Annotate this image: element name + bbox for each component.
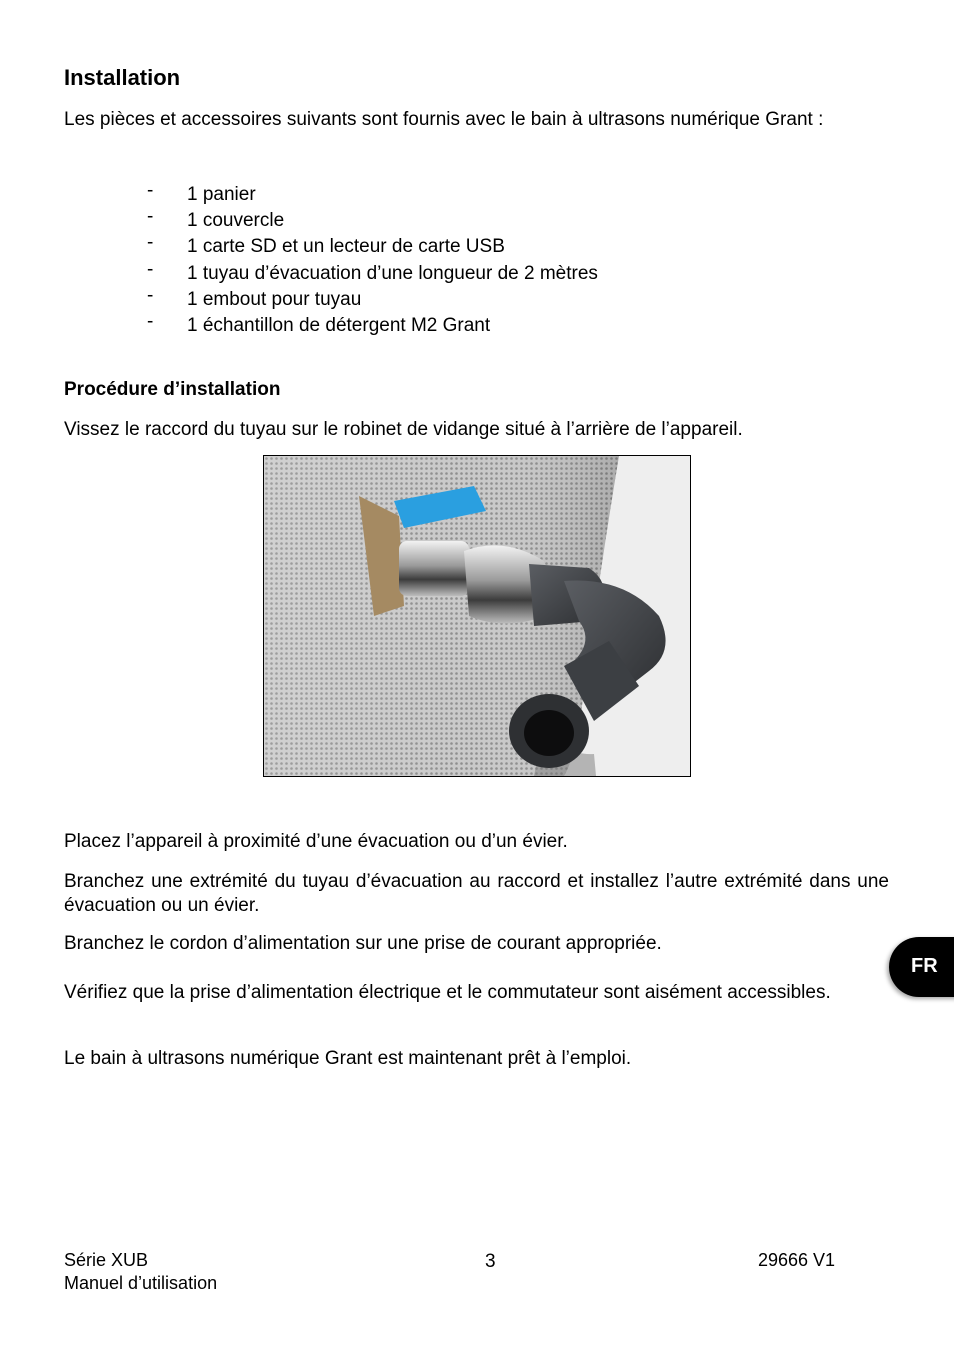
list-dash: - [147, 232, 154, 254]
list-item [0, 208, 900, 234]
step-connect-hose: Branchez une extrémité du tuyau d’évacuation au raccord et installez l’autre extrémité dans une évacuation ou un évier. [64, 871, 889, 916]
list-dash: - [147, 180, 154, 201]
list-item-text: 1 tuyau d’évacuation d’une longueur de 2 mètres [187, 262, 598, 284]
list-dash: - [147, 206, 154, 228]
list-dash: - [147, 258, 154, 280]
step-plug-in: Branchez le cordon d’alimentation sur une prise de courant appropriée. [64, 933, 662, 954]
list-dash: - [147, 310, 154, 332]
step-check-access: Vérifiez que la prise d’alimentation électrique et le commutateur sont aisément accessibles. [64, 982, 831, 1003]
supplied-items-list [0, 182, 900, 339]
intro-paragraph: Les pièces et accessoires suivants sont fournis avec le bain à ultrasons numérique Grant : [64, 109, 824, 130]
list-item-text: 1 couvercle [187, 210, 285, 232]
list-item [0, 284, 900, 313]
step-place-appliance: Placez l’appareil à proximité d’une évacuation ou d’un évier. [64, 831, 568, 852]
list-dash: - [147, 284, 154, 306]
step-screw-fitting: Vissez le raccord du tuyau sur le robinet de vidange situé à l’arrière de l’appareil. [64, 419, 743, 440]
footer-manual: Manuel d’utilisation [64, 1273, 218, 1293]
page-number: 3 [485, 1251, 496, 1272]
footer-doc-ref: 29666 V1 [758, 1250, 836, 1270]
footer-series: Série XUB [64, 1250, 149, 1270]
language-tab [889, 937, 954, 997]
list-item-text: 1 panier [187, 184, 256, 205]
list-item-text: 1 embout pour tuyau [187, 288, 362, 310]
step-ready: Le bain à ultrasons numérique Grant est maintenant prêt à l’emploi. [64, 1048, 632, 1069]
drain-valve-photo [263, 455, 691, 777]
list-item-text: 1 échantillon de détergent M2 Grant [187, 314, 491, 336]
list-item [0, 182, 900, 208]
list-item [0, 258, 900, 287]
procedure-heading: Procédure d’installation [64, 379, 281, 400]
list-item-text: 1 carte SD et un lecteur de carte USB [187, 236, 505, 258]
language-tab-label: FR [911, 955, 938, 977]
list-item [0, 310, 900, 339]
list-item [0, 234, 900, 260]
section-title: Installation [64, 65, 181, 90]
